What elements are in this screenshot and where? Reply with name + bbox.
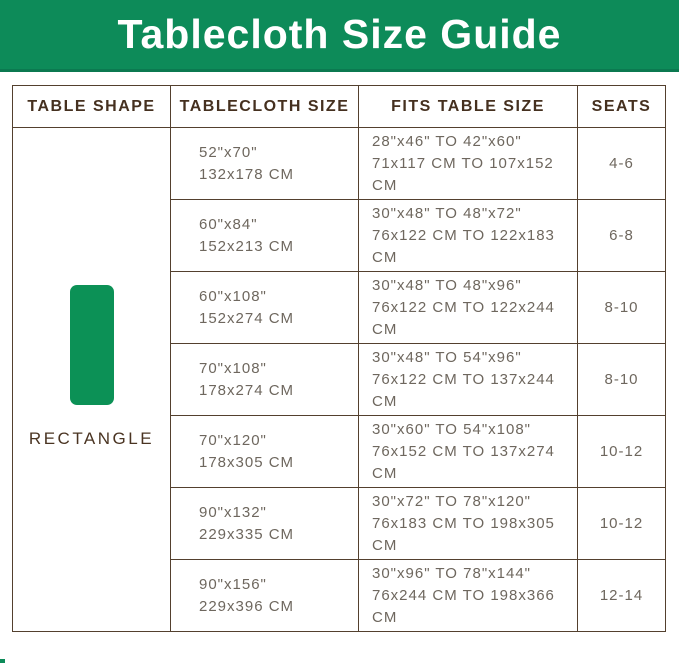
seats-cell: 8-10 [578, 344, 666, 416]
size-cm: 229x335 CM [199, 525, 295, 543]
fits-inches: 30"x60" TO 54"x108" [372, 420, 532, 438]
size-inches: 70"x108" [199, 359, 267, 377]
size-inches: 60"x108" [199, 287, 267, 305]
fits-table-size-cell [359, 416, 578, 488]
col-header-fits-table-size: FITS TABLE SIZE [359, 86, 578, 128]
fits-table-size-cell [359, 272, 578, 344]
fits-inches: 30"x48" TO 54"x96" [372, 348, 522, 366]
rectangle-shape-icon [70, 285, 114, 405]
shape-group [14, 285, 169, 449]
seats-cell: 8-10 [578, 272, 666, 344]
size-cm: 152x213 CM [199, 237, 295, 255]
header-row [13, 86, 666, 128]
fits-inches: 30"x48" TO 48"x72" [372, 204, 522, 222]
size-cm: 132x178 CM [199, 165, 295, 183]
title-banner [0, 0, 679, 72]
size-inches: 70"x120" [199, 431, 267, 449]
size-inches: 60"x84" [199, 215, 258, 233]
table-row [13, 128, 666, 200]
tablecloth-size-cell [171, 344, 359, 416]
fits-inches: 30"x72" TO 78"x120" [372, 492, 532, 510]
col-header-tablecloth-size: TABLECLOTH SIZE [171, 86, 359, 128]
shape-label: RECTANGLE [28, 428, 155, 448]
seats-cell: 10-12 [578, 416, 666, 488]
fits-cm: 76x122 CM TO 122x183 CM [372, 226, 555, 266]
fits-cm: 76x122 CM TO 137x244 CM [372, 370, 555, 410]
fits-table-size-cell [359, 128, 578, 200]
seats-cell: 12-14 [578, 560, 666, 632]
fits-table-size-cell [359, 200, 578, 272]
tablecloth-size-cell [171, 200, 359, 272]
fits-inches: 30"x96" TO 78"x144" [372, 564, 532, 582]
tablecloth-size-cell [171, 128, 359, 200]
col-header-table-shape: TABLE SHAPE [13, 86, 171, 128]
tablecloth-size-cell [171, 416, 359, 488]
fits-cm: 71x117 CM TO 107x152 CM [372, 154, 554, 194]
size-guide-table [12, 85, 666, 632]
fits-table-size-cell [359, 488, 578, 560]
size-cm: 152x274 CM [199, 309, 295, 327]
page-title: Tablecloth Size Guide [117, 11, 562, 57]
fits-cm: 76x122 CM TO 122x244 CM [372, 298, 555, 338]
corner-green-mark [0, 659, 5, 663]
seats-cell: 4-6 [578, 128, 666, 200]
fits-table-size-cell [359, 560, 578, 632]
tablecloth-size-cell [171, 488, 359, 560]
fits-table-size-cell [359, 344, 578, 416]
size-inches: 52"x70" [199, 143, 258, 161]
size-cm: 178x274 CM [199, 381, 295, 399]
size-inches: 90"x156" [199, 575, 267, 593]
size-cm: 229x396 CM [199, 597, 295, 615]
seats-cell: 6-8 [578, 200, 666, 272]
seats-cell: 10-12 [578, 488, 666, 560]
col-header-seats: SEATS [578, 86, 666, 128]
fits-cm: 76x244 CM TO 198x366 CM [372, 586, 555, 626]
fits-cm: 76x183 CM TO 198x305 CM [372, 514, 555, 554]
fits-cm: 76x152 CM TO 137x274 CM [372, 442, 555, 482]
size-inches: 90"x132" [199, 503, 267, 521]
fits-inches: 30"x48" TO 48"x96" [372, 276, 522, 294]
table-shape-cell [13, 128, 171, 632]
fits-inches: 28"x46" TO 42"x60" [372, 132, 522, 150]
tablecloth-size-cell [171, 560, 359, 632]
tablecloth-size-cell [171, 272, 359, 344]
size-cm: 178x305 CM [199, 453, 295, 471]
